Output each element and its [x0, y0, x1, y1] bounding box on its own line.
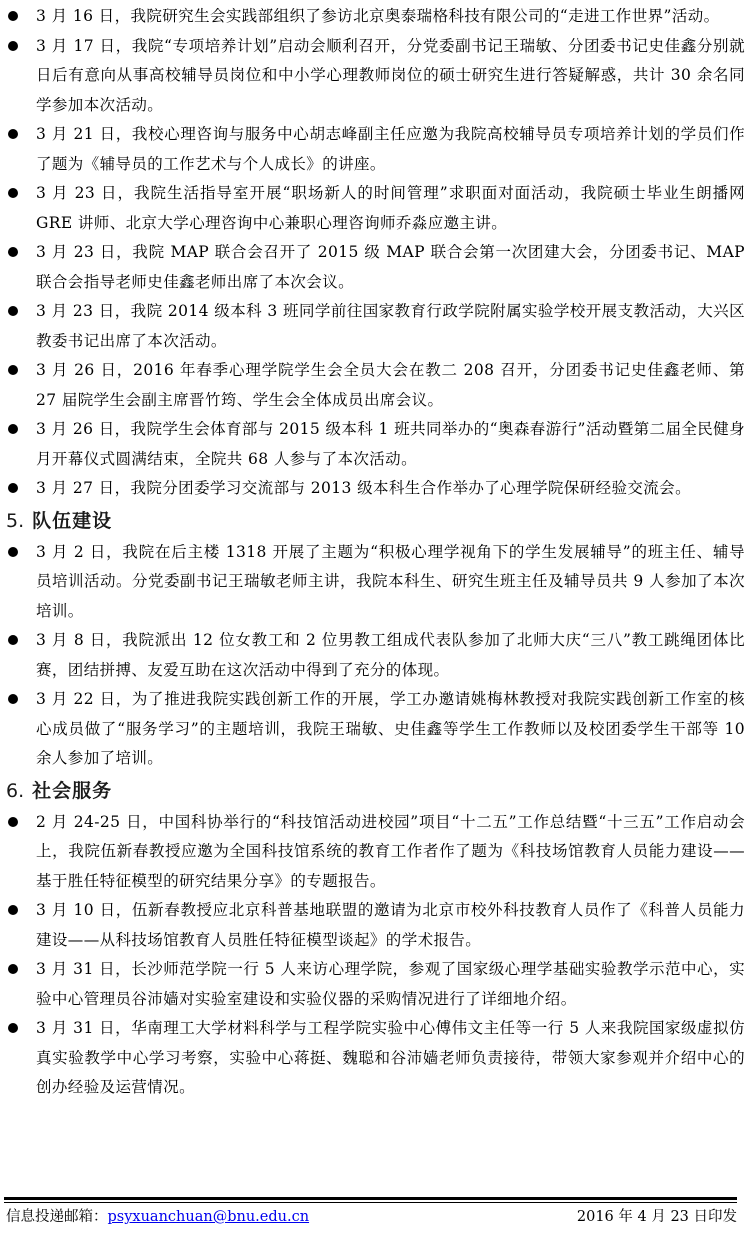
bullet-icon — [8, 424, 18, 434]
bullet-icon — [8, 483, 18, 493]
list-item — [0, 2, 751, 32]
list-item-text: 3 月 23 日，我院生活指导室开展“职场新人的时间管理”求职面对面活动，我院硕士毕业生朗播网 GRE 讲师、北京大学心理咨询中心兼职心理咨询师乔淼应邀主讲。 — [36, 184, 745, 232]
bullet-icon — [8, 188, 18, 198]
list-item — [0, 626, 751, 685]
list-item-text: 3 月 31 日，华南理工大学材料科学与工程学院实验中心傅伟文主任等一行 5 人来我院国家级虚拟仿真实验教学中心学习考察，实验中心蒋挺、魏聪和谷沛嫱老师负责接待，带领大家参观并介绍中心的创办经验及运营情况。 — [36, 1019, 745, 1096]
footer-email-label: 信息投递邮箱： — [6, 1209, 108, 1225]
section-title: 社会服务 — [32, 779, 113, 802]
list-item-text: 3 月 31 日，长沙师范学院一行 5 人来访心理学院，参观了国家级心理学基础实验教学示范中心，实验中心管理员谷沛嫱对实验室建设和实验仪器的采购情况进行了详细地介绍。 — [36, 960, 745, 1008]
bullet-icon — [8, 41, 18, 51]
bullet-icon — [8, 694, 18, 704]
bullet-icon — [8, 547, 18, 557]
list-item — [0, 474, 751, 504]
bullet-icon — [8, 11, 18, 21]
list-item — [0, 179, 751, 238]
list-item-text: 3 月 21 日，我校心理咨询与服务中心胡志峰副主任应邀为我院高校辅导员专项培养计划的学员们作了题为《辅导员的工作艺术与个人成长》的讲座。 — [36, 125, 745, 173]
footer-contact — [6, 1205, 309, 1229]
bullet-icon — [8, 306, 18, 316]
bullet-list — [0, 2, 751, 504]
list-item — [0, 955, 751, 1014]
list-item-text: 3 月 2 日，我院在后主楼 1318 开展了主题为“积极心理学视角下的学生发展辅导”的班主任、辅导员培训活动。分党委副书记王瑞敏老师主讲，我院本科生、研究生班主任及辅导员共 9 人参加了本次培训。 — [36, 542, 745, 620]
footer-rule-thick — [4, 1197, 737, 1200]
footer-rule-thin — [4, 1202, 737, 1203]
bullet-list — [0, 538, 751, 774]
list-item — [0, 685, 751, 774]
list-item — [0, 120, 751, 179]
section-title: 队伍建设 — [32, 509, 113, 532]
list-item — [0, 896, 751, 955]
footer-print-date: 2016 年 4 月 23 日印发 — [576, 1209, 737, 1225]
bullet-icon — [8, 635, 18, 645]
list-item-text: 3 月 23 日，我院 MAP 联合会召开了 2015 级 MAP 联合会第一次团建大会，分团委书记、MAP 联合会指导老师史佳鑫老师出席了本次会议。 — [36, 243, 745, 291]
list-item-text: 3 月 23 日，我院 2014 级本科 3 班同学前往国家教育行政学院附属实验学校开展支教活动，大兴区教委书记出席了本次活动。 — [36, 302, 745, 350]
list-item-text: 2 月 24-25 日，中国科协举行的“科技馆活动进校园”项目“十二五”工作总结暨“十三五”工作启动会上，我院伍新春教授应邀为全国科技馆系统的教育工作者作了题为《科技场馆教育人员能力建设——基于胜任特征模型的研究结果分享》的专题报告。 — [36, 812, 745, 890]
list-item-text: 3 月 26 日，我院学生会体育部与 2015 级本科 1 班共同举办的“奥森春游行”活动暨第二届全民健身月开幕仪式圆满结束，全院共 68 人参与了本次活动。 — [36, 420, 745, 468]
list-item — [0, 356, 751, 415]
bullet-icon — [8, 905, 18, 915]
section-number: 5. — [6, 509, 25, 532]
list-item — [0, 808, 751, 897]
list-item-text: 3 月 22 日，为了推进我院实践创新工作的开展，学工办邀请姚梅林教授对我院实践创新工作室的核心成员做了“服务学习”的主题培训，我院王瑞敏、史佳鑫等学生工作教师以及校团委学生干部等 10 余人参加了培训。 — [36, 690, 745, 767]
footer-email-link[interactable]: psyxuanchuan@bnu.edu.cn — [107, 1209, 310, 1225]
list-item-text: 3 月 10 日，伍新春教授应北京科普基地联盟的邀请为北京市校外科技教育人员作了《科普人员能力建设——从科技场馆教育人员胜任特征模型谈起》的学术报告。 — [36, 901, 745, 949]
list-item-text: 3 月 26 日，2016 年春季心理学院学生会全员大会在教二 208 召开，分团委书记史佳鑫老师、第 27 届院学生会副主席晋竹筠、学生会全体成员出席会议。 — [36, 361, 745, 409]
bullet-icon — [8, 817, 18, 827]
bullet-icon — [8, 365, 18, 375]
section-heading — [0, 776, 751, 806]
list-item — [0, 297, 751, 356]
section-number: 6. — [6, 779, 25, 802]
document-body — [0, 2, 751, 1103]
list-item-text: 3 月 16 日，我院研究生会实践部组织了参访北京奥泰瑞格科技有限公司的“走进工作世界”活动。 — [36, 7, 720, 25]
list-item-text: 3 月 17 日，我院“专项培养计划”启动会顺利召开，分党委副书记王瑞敏、分团委书记史佳鑫分别就日后有意向从事高校辅导员岗位和中小学心理教师岗位的硕士研究生进行答疑解惑，共计 30 余名同学参加本次活动。 — [36, 36, 745, 114]
bullet-icon — [8, 247, 18, 257]
bullet-list — [0, 808, 751, 1103]
list-item — [0, 32, 751, 121]
footer — [6, 1205, 737, 1229]
list-item-text: 3 月 8 日，我院派出 12 位女教工和 2 位男教工组成代表队参加了北师大庆“三八”教工跳绳团体比赛，团结拼搏、友爱互助在这次活动中得到了充分的体现。 — [36, 631, 745, 679]
section-heading — [0, 506, 751, 536]
bullet-icon — [8, 129, 18, 139]
list-item — [0, 415, 751, 474]
bullet-icon — [8, 964, 18, 974]
list-item — [0, 538, 751, 627]
bullet-icon — [8, 1023, 18, 1033]
list-item — [0, 238, 751, 297]
list-item-text: 3 月 27 日，我院分团委学习交流部与 2013 级本科生合作举办了心理学院保研经验交流会。 — [36, 479, 691, 497]
list-item — [0, 1014, 751, 1103]
